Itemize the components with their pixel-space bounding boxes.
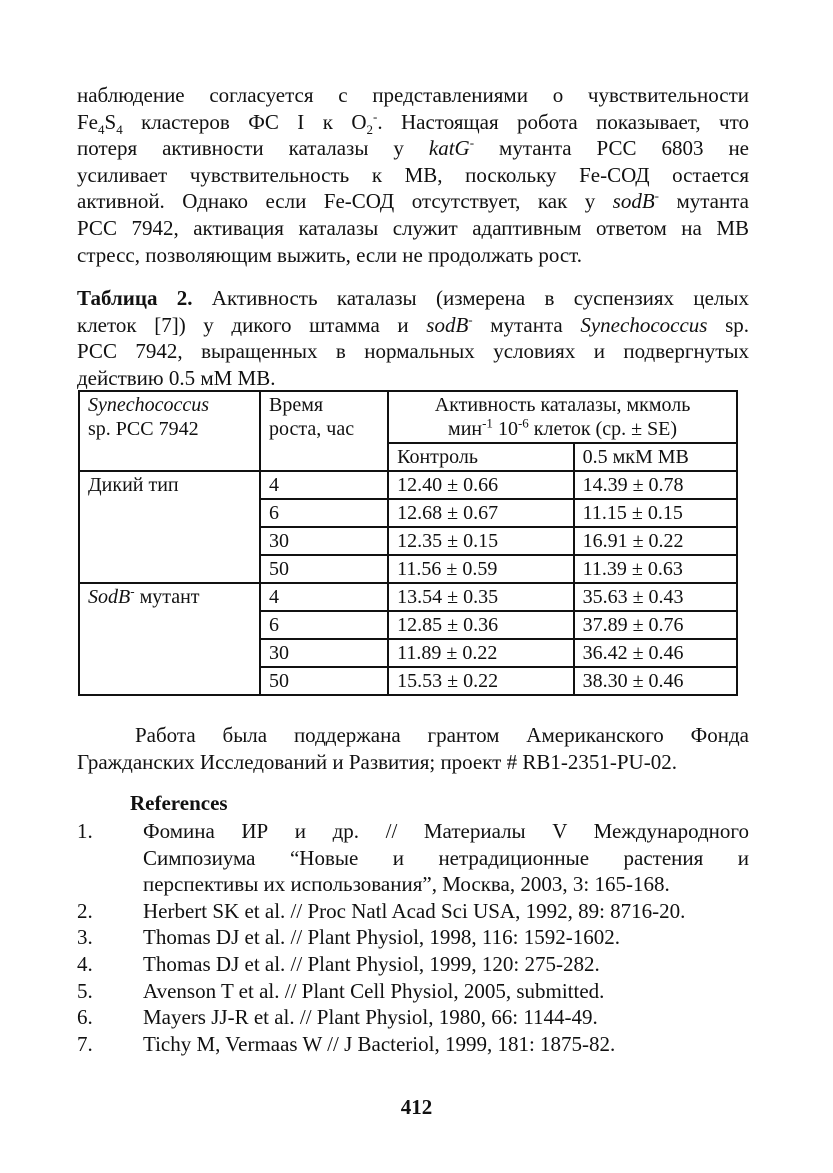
header-time <box>260 391 388 471</box>
gene-name: SodB <box>88 586 131 608</box>
reference-text <box>143 924 749 951</box>
text-run: sp. <box>707 312 749 337</box>
species-name: Synechococcus <box>88 394 210 416</box>
reference-item <box>77 818 749 898</box>
text-run: S <box>104 109 117 134</box>
header-text: мин <box>448 418 483 440</box>
text-line: наблюдение согласуется с представлениями о чувствительности <box>77 83 749 107</box>
catalase-activity-table <box>78 390 738 696</box>
species-name: Synechococcus <box>580 312 708 337</box>
caption-label: Таблица 2. <box>77 286 193 310</box>
reference-item <box>77 951 749 978</box>
control-cell: 12.85 ± 0.36 <box>388 611 573 639</box>
references-title: References <box>130 791 228 815</box>
reference-item <box>77 1031 749 1058</box>
header-text: Активность каталазы, мкмоль <box>434 394 691 416</box>
mv-cell: 14.39 ± 0.78 <box>574 471 737 499</box>
mv-cell: 11.39 ± 0.63 <box>574 555 737 583</box>
strain-name: sp. PCC 7942 <box>88 418 199 440</box>
header-activity <box>388 391 737 443</box>
text-run: активной. Однако если Fe-СОД отсутствует, как у <box>77 189 613 214</box>
text-line: Фомина ИР и др. // Материалы V Международного <box>143 819 749 843</box>
text-line: Гражданских Исследований и Развития; проект # RB1-2351-PU-02. <box>77 749 677 774</box>
superscript: -1 <box>482 415 493 431</box>
text-line: стресс, позволяющим выжить, если не продолжать рост. <box>77 242 583 267</box>
header-text: 10 <box>492 418 518 440</box>
superscript: - <box>468 311 473 327</box>
text-line <box>77 285 749 312</box>
reference-item <box>77 898 749 925</box>
text-line: Симпозиума “Новые и нетрадиционные растения и <box>143 845 749 870</box>
reference-text <box>143 951 749 978</box>
reference-number: 3. <box>77 925 93 950</box>
subscript: 4 <box>98 121 105 137</box>
reference-number: 7. <box>77 1031 93 1056</box>
reference-number: 1. <box>77 819 93 843</box>
text-run: мутанта <box>659 189 749 214</box>
control-cell: 13.54 ± 0.35 <box>388 583 573 611</box>
text-run: клеток [7]) у дикого штамма и <box>77 312 427 337</box>
reference-text <box>143 898 749 925</box>
reference-text <box>143 1031 749 1058</box>
reference-item <box>77 1004 749 1031</box>
time-cell: 30 <box>260 527 388 555</box>
text-run: Активность каталазы (измерена в суспензиях целых <box>192 286 749 310</box>
text-run: . Настоящая робота показывает, что <box>377 109 749 134</box>
time-cell: 50 <box>260 555 388 583</box>
table-row <box>79 583 737 611</box>
superscript: - <box>654 188 660 204</box>
text-line <box>77 188 749 215</box>
mv-cell: 36.42 ± 0.46 <box>574 639 737 667</box>
gene-name: sodB <box>426 312 469 337</box>
time-cell: 6 <box>260 611 388 639</box>
text-line <box>77 312 749 339</box>
text-run: Fe <box>77 109 98 134</box>
control-cell: 11.89 ± 0.22 <box>388 639 573 667</box>
group-label-sodb-mutant <box>79 583 260 695</box>
reference-text <box>143 818 749 898</box>
superscript: -6 <box>517 415 529 431</box>
table-row <box>79 471 737 499</box>
control-cell: 12.40 ± 0.66 <box>388 471 573 499</box>
header-control: Контроль <box>388 443 573 471</box>
reference-item <box>77 978 749 1005</box>
text-line: Herbert SK et al. // Proc Natl Acad Sci USA, 1992, 89: 8716-20. <box>143 898 686 923</box>
superscript: - <box>373 108 378 124</box>
text-line: усиливает чувствительность к МВ, поскольку Fe-СОД остается <box>77 162 749 187</box>
control-cell: 12.68 ± 0.67 <box>388 499 573 527</box>
time-cell: 4 <box>260 471 388 499</box>
reference-number: 4. <box>77 951 93 976</box>
gene-name: sodB <box>612 189 655 214</box>
text-run: потеря активности каталазы у <box>77 136 429 161</box>
time-cell: 4 <box>260 583 388 611</box>
gene-name: katG <box>428 136 470 161</box>
text-line: РСС 7942, активация каталазы служит адаптивным ответом на МВ <box>77 215 749 240</box>
header-text: клеток (ср. ± SE) <box>528 418 678 440</box>
group-label-wild-type: Дикий тип <box>79 471 260 583</box>
text-line: Avenson T et al. // Plant Cell Physiol, 2005, submitted. <box>143 978 605 1003</box>
acknowledgement <box>77 722 749 775</box>
table-header-row <box>79 391 737 443</box>
text-line: Thomas DJ et al. // Plant Physiol, 1998, 116: 1592-1602. <box>143 925 620 950</box>
text-line: Mayers JJ-R et al. // Plant Physiol, 1980, 66: 1144-49. <box>143 1005 598 1030</box>
time-cell: 30 <box>260 639 388 667</box>
subscript: 2 <box>366 121 373 137</box>
mv-cell: 37.89 ± 0.76 <box>574 611 737 639</box>
table-caption <box>77 285 749 391</box>
page-number: 412 <box>400 1095 433 1119</box>
mv-cell: 38.30 ± 0.46 <box>574 667 737 695</box>
time-cell: 6 <box>260 499 388 527</box>
header-mv: 0.5 мкМ МВ <box>574 443 737 471</box>
text-line: перспективы их использования”, Москва, 2003, 3: 165-168. <box>143 872 670 897</box>
text-line: Thomas DJ et al. // Plant Physiol, 1999, 120: 275-282. <box>143 951 600 976</box>
reference-text <box>143 1004 749 1031</box>
text-line: действию 0.5 мМ МВ. <box>77 365 276 390</box>
references-list <box>77 818 749 1057</box>
header-strain <box>79 391 260 471</box>
reference-number: 5. <box>77 978 93 1003</box>
header-text: роста, час <box>269 418 355 440</box>
reference-item <box>77 924 749 951</box>
text-line <box>77 109 749 136</box>
text-line: РСС 7942, выращенных в нормальных условиях и подвергнутых <box>77 339 749 364</box>
text-run: мутанта РСС 6803 не <box>474 136 749 161</box>
body-paragraph <box>77 82 749 268</box>
mv-cell: 35.63 ± 0.43 <box>574 583 737 611</box>
reference-text <box>143 978 749 1005</box>
control-cell: 15.53 ± 0.22 <box>388 667 573 695</box>
subscript: 4 <box>116 121 123 137</box>
text-run: кластеров ФС I к O <box>122 109 367 134</box>
superscript: - <box>130 583 135 599</box>
text-line <box>77 135 749 162</box>
text-line: Работа была поддержана грантом Американского Фонда <box>135 723 749 747</box>
group-label-text: мутант <box>134 586 200 608</box>
time-cell: 50 <box>260 667 388 695</box>
text-line: Tichy M, Vermaas W // J Bacteriol, 1999, 181: 1875-82. <box>143 1031 616 1056</box>
control-cell: 12.35 ± 0.15 <box>388 527 573 555</box>
reference-number: 2. <box>77 898 93 923</box>
header-text: Время <box>269 394 324 416</box>
reference-number: 6. <box>77 1005 93 1030</box>
mv-cell: 11.15 ± 0.15 <box>574 499 737 527</box>
control-cell: 11.56 ± 0.59 <box>388 555 573 583</box>
text-run: мутанта <box>472 312 581 337</box>
superscript: - <box>469 135 475 151</box>
mv-cell: 16.91 ± 0.22 <box>574 527 737 555</box>
